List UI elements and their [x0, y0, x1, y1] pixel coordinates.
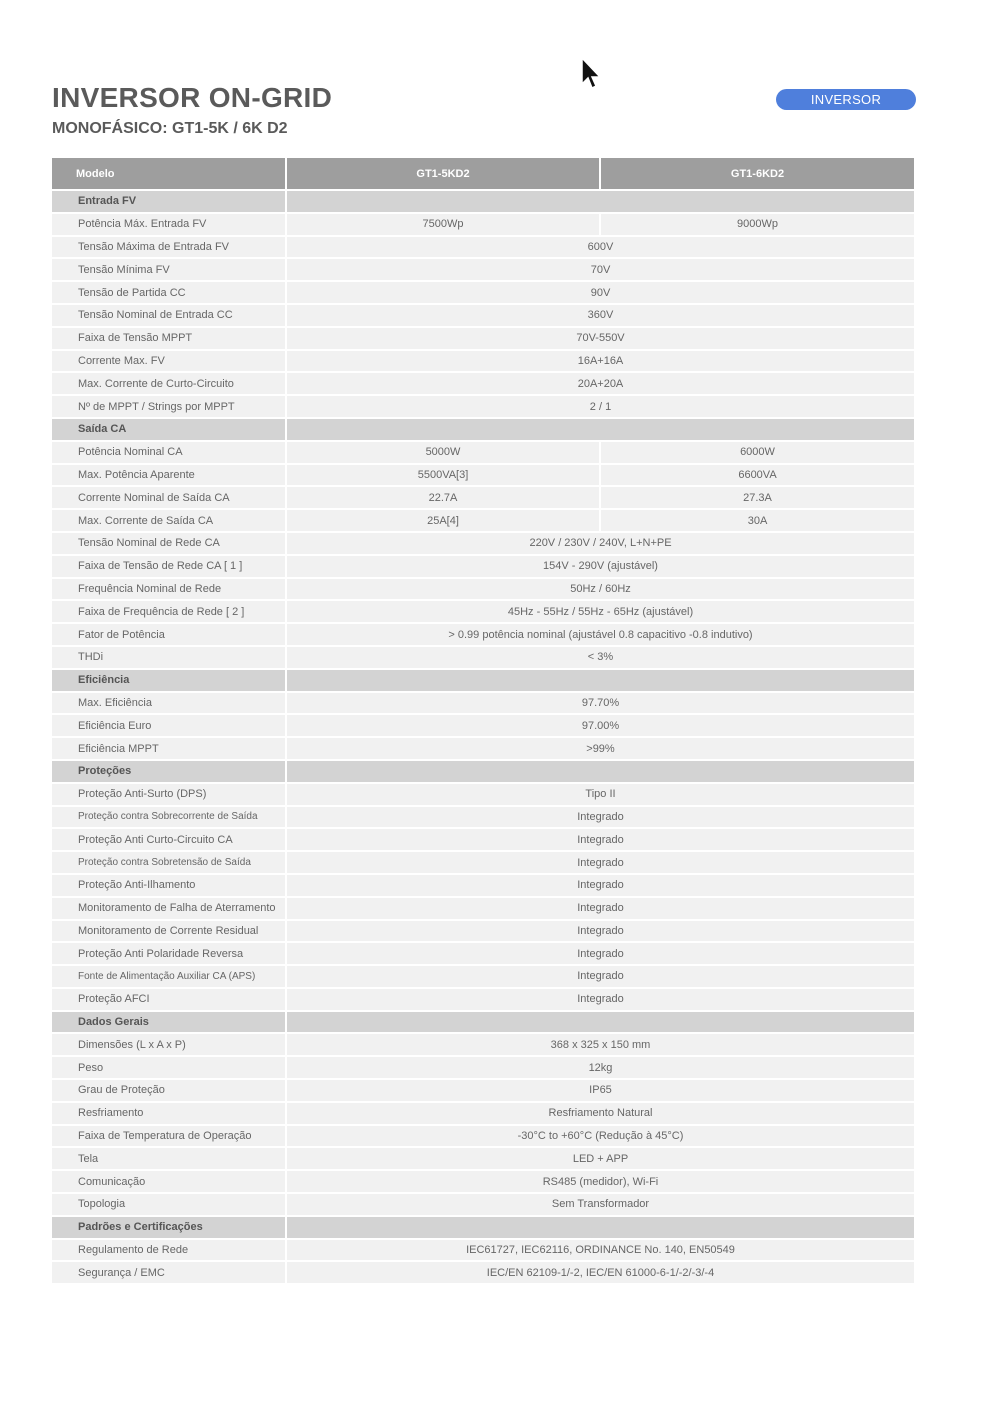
- spec-label: Proteção Anti Polaridade Reversa: [52, 943, 285, 964]
- table-row: [52, 1057, 914, 1078]
- table-row: [52, 533, 914, 554]
- spec-value: 70V: [287, 259, 914, 280]
- spec-value: 97.00%: [287, 715, 914, 736]
- table-row: [52, 693, 914, 714]
- spec-label: Max. Corrente de Saída CA: [52, 510, 285, 531]
- table-row: [52, 1080, 914, 1101]
- section-filler: [287, 761, 914, 782]
- spec-label: Proteção Anti-Surto (DPS): [52, 784, 285, 805]
- table-row: [52, 396, 914, 417]
- spec-label: Peso: [52, 1057, 285, 1078]
- spec-value: IP65: [287, 1080, 914, 1101]
- section-header-row: [52, 1012, 914, 1033]
- table-row: [52, 1171, 914, 1192]
- spec-value: 2 / 1: [287, 396, 914, 417]
- spec-value: > 0.99 potência nominal (ajustável 0.8 capacitivo -0.8 indutivo): [287, 624, 914, 645]
- page-subtitle: MONOFÁSICO: GT1-5K / 6K D2: [52, 120, 288, 137]
- spec-label: Fonte de Alimentação Auxiliar CA (APS): [52, 966, 285, 987]
- spec-value: 12kg: [287, 1057, 914, 1078]
- spec-label: Potência Nominal CA: [52, 442, 285, 463]
- table-row: [52, 1126, 914, 1147]
- spec-label: Max. Potência Aparente: [52, 465, 285, 486]
- spec-label: Max. Corrente de Curto-Circuito: [52, 373, 285, 394]
- table-row: [52, 715, 914, 736]
- table-row: [52, 305, 914, 326]
- spec-label: Potência Máx. Entrada FV: [52, 214, 285, 235]
- spec-value: Resfriamento Natural: [287, 1103, 914, 1124]
- table-header-row: [52, 158, 914, 189]
- spec-label: Faixa de Frequência de Rede [ 2 ]: [52, 601, 285, 622]
- spec-value: -30°C to +60°C (Redução à 45°C): [287, 1126, 914, 1147]
- table-row: [52, 784, 914, 805]
- section-filler: [287, 670, 914, 691]
- spec-value: 6000W: [601, 442, 914, 463]
- table-row: [52, 487, 914, 508]
- column-header-model: Modelo: [52, 158, 285, 189]
- table-row: [52, 510, 914, 531]
- spec-value: 5500VA[3]: [287, 465, 599, 486]
- table-row: [52, 442, 914, 463]
- spec-value: 20A+20A: [287, 373, 914, 394]
- spec-value: 16A+16A: [287, 351, 914, 372]
- table-row: [52, 647, 914, 668]
- table-row: [52, 1194, 914, 1215]
- spec-value: 360V: [287, 305, 914, 326]
- spec-value: 70V-550V: [287, 328, 914, 349]
- section-title: Saída CA: [52, 419, 285, 440]
- table-row: [52, 1148, 914, 1169]
- spec-value: 154V - 290V (ajustável): [287, 556, 914, 577]
- table-row: [52, 921, 914, 942]
- spec-label: THDi: [52, 647, 285, 668]
- section-title: Proteções: [52, 761, 285, 782]
- spec-label: Corrente Nominal de Saída CA: [52, 487, 285, 508]
- spec-table-body: [52, 191, 914, 1283]
- table-row: [52, 875, 914, 896]
- table-row: [52, 579, 914, 600]
- table-row: [52, 373, 914, 394]
- spec-label: Fator de Potência: [52, 624, 285, 645]
- spec-label: Dimensões (L x A x P): [52, 1034, 285, 1055]
- spec-label: Monitoramento de Corrente Residual: [52, 921, 285, 942]
- section-header-row: [52, 191, 914, 212]
- table-row: [52, 898, 914, 919]
- spec-value: Integrado: [287, 921, 914, 942]
- table-row: [52, 556, 914, 577]
- spec-label: Resfriamento: [52, 1103, 285, 1124]
- spec-value: >99%: [287, 738, 914, 759]
- spec-value: RS485 (medidor), Wi-Fi: [287, 1171, 914, 1192]
- spec-value: 45Hz - 55Hz / 55Hz - 65Hz (ajustável): [287, 601, 914, 622]
- spec-label: Nº de MPPT / Strings por MPPT: [52, 396, 285, 417]
- spec-label: Topologia: [52, 1194, 285, 1215]
- spec-value: Integrado: [287, 852, 914, 873]
- spec-value: 368 x 325 x 150 mm: [287, 1034, 914, 1055]
- spec-label: Proteção Anti-Ilhamento: [52, 875, 285, 896]
- spec-label: Tela: [52, 1148, 285, 1169]
- section-filler: [287, 1012, 914, 1033]
- spec-value: Integrado: [287, 989, 914, 1010]
- spec-label: Faixa de Temperatura de Operação: [52, 1126, 285, 1147]
- section-header-row: [52, 419, 914, 440]
- column-header-gt1-6kd2: GT1-6KD2: [601, 158, 914, 189]
- spec-label: Tensão de Partida CC: [52, 282, 285, 303]
- spec-label: Tensão Máxima de Entrada FV: [52, 237, 285, 258]
- spec-value: 5000W: [287, 442, 599, 463]
- spec-value: Tipo II: [287, 784, 914, 805]
- spec-label: Faixa de Tensão MPPT: [52, 328, 285, 349]
- spec-value: 27.3A: [601, 487, 914, 508]
- table-row: [52, 738, 914, 759]
- spec-value: 6600VA: [601, 465, 914, 486]
- spec-value: 9000Wp: [601, 214, 914, 235]
- table-row: [52, 601, 914, 622]
- spec-label: Monitoramento de Falha de Aterramento: [52, 898, 285, 919]
- section-title: Eficiência: [52, 670, 285, 691]
- table-row: [52, 624, 914, 645]
- spec-value: Integrado: [287, 807, 914, 828]
- page-title: INVERSOR ON-GRID: [52, 82, 333, 113]
- table-row: [52, 465, 914, 486]
- table-row: [52, 852, 914, 873]
- spec-label: Tensão Nominal de Rede CA: [52, 533, 285, 554]
- table-row: [52, 237, 914, 258]
- spec-value: IEC61727, IEC62116, ORDINANCE No. 140, EN50549: [287, 1240, 914, 1261]
- spec-value: Integrado: [287, 898, 914, 919]
- spec-label: Faixa de Tensão de Rede CA [ 1 ]: [52, 556, 285, 577]
- spec-value: 50Hz / 60Hz: [287, 579, 914, 600]
- spec-label: Corrente Max. FV: [52, 351, 285, 372]
- spec-table: [50, 156, 916, 1285]
- spec-label: Max. Eficiência: [52, 693, 285, 714]
- spec-value: Integrado: [287, 875, 914, 896]
- spec-value: LED + APP: [287, 1148, 914, 1169]
- spec-value: 220V / 230V / 240V, L+N+PE: [287, 533, 914, 554]
- spec-label: Proteção contra Sobretensão de Saída: [52, 852, 285, 873]
- spec-value: IEC/EN 62109-1/-2, IEC/EN 61000-6-1/-2/-3/-4: [287, 1262, 914, 1283]
- table-row: [52, 829, 914, 850]
- table-row: [52, 328, 914, 349]
- table-row: [52, 282, 914, 303]
- spec-value: 30A: [601, 510, 914, 531]
- section-filler: [287, 191, 914, 212]
- spec-label: Comunicação: [52, 1171, 285, 1192]
- spec-label: Proteção AFCI: [52, 989, 285, 1010]
- spec-label: Frequência Nominal de Rede: [52, 579, 285, 600]
- spec-value: 97.70%: [287, 693, 914, 714]
- spec-value: 7500Wp: [287, 214, 599, 235]
- spec-value: 600V: [287, 237, 914, 258]
- table-row: [52, 1103, 914, 1124]
- spec-label: Tensão Nominal de Entrada CC: [52, 305, 285, 326]
- spec-value: Integrado: [287, 829, 914, 850]
- spec-value: 90V: [287, 282, 914, 303]
- section-header-row: [52, 761, 914, 782]
- table-row: [52, 1240, 914, 1261]
- spec-value: Sem Transformador: [287, 1194, 914, 1215]
- spec-label: Grau de Proteção: [52, 1080, 285, 1101]
- category-badge[interactable]: INVERSOR: [776, 89, 916, 110]
- table-row: [52, 259, 914, 280]
- column-header-gt1-5kd2: GT1-5KD2: [287, 158, 599, 189]
- spec-value: Integrado: [287, 943, 914, 964]
- spec-value: 22.7A: [287, 487, 599, 508]
- spec-label: Proteção contra Sobrecorrente de Saída: [52, 807, 285, 828]
- section-filler: [287, 1217, 914, 1238]
- spec-label: Regulamento de Rede: [52, 1240, 285, 1261]
- spec-label: Tensão Mínima FV: [52, 259, 285, 280]
- spec-label: Eficiência MPPT: [52, 738, 285, 759]
- section-title: Dados Gerais: [52, 1012, 285, 1033]
- mouse-pointer-icon: [580, 56, 602, 92]
- spec-value: Integrado: [287, 966, 914, 987]
- table-row: [52, 989, 914, 1010]
- spec-value: < 3%: [287, 647, 914, 668]
- table-row: [52, 807, 914, 828]
- spec-value: 25A[4]: [287, 510, 599, 531]
- table-row: [52, 214, 914, 235]
- table-row: [52, 1034, 914, 1055]
- section-filler: [287, 419, 914, 440]
- table-row: [52, 351, 914, 372]
- section-header-row: [52, 1217, 914, 1238]
- spec-label: Eficiência Euro: [52, 715, 285, 736]
- table-row: [52, 966, 914, 987]
- table-row: [52, 943, 914, 964]
- section-header-row: [52, 670, 914, 691]
- section-title: Entrada FV: [52, 191, 285, 212]
- section-title: Padrões e Certificações: [52, 1217, 285, 1238]
- spec-label: Proteção Anti Curto-Circuito CA: [52, 829, 285, 850]
- table-row: [52, 1262, 914, 1283]
- spec-label: Segurança / EMC: [52, 1262, 285, 1283]
